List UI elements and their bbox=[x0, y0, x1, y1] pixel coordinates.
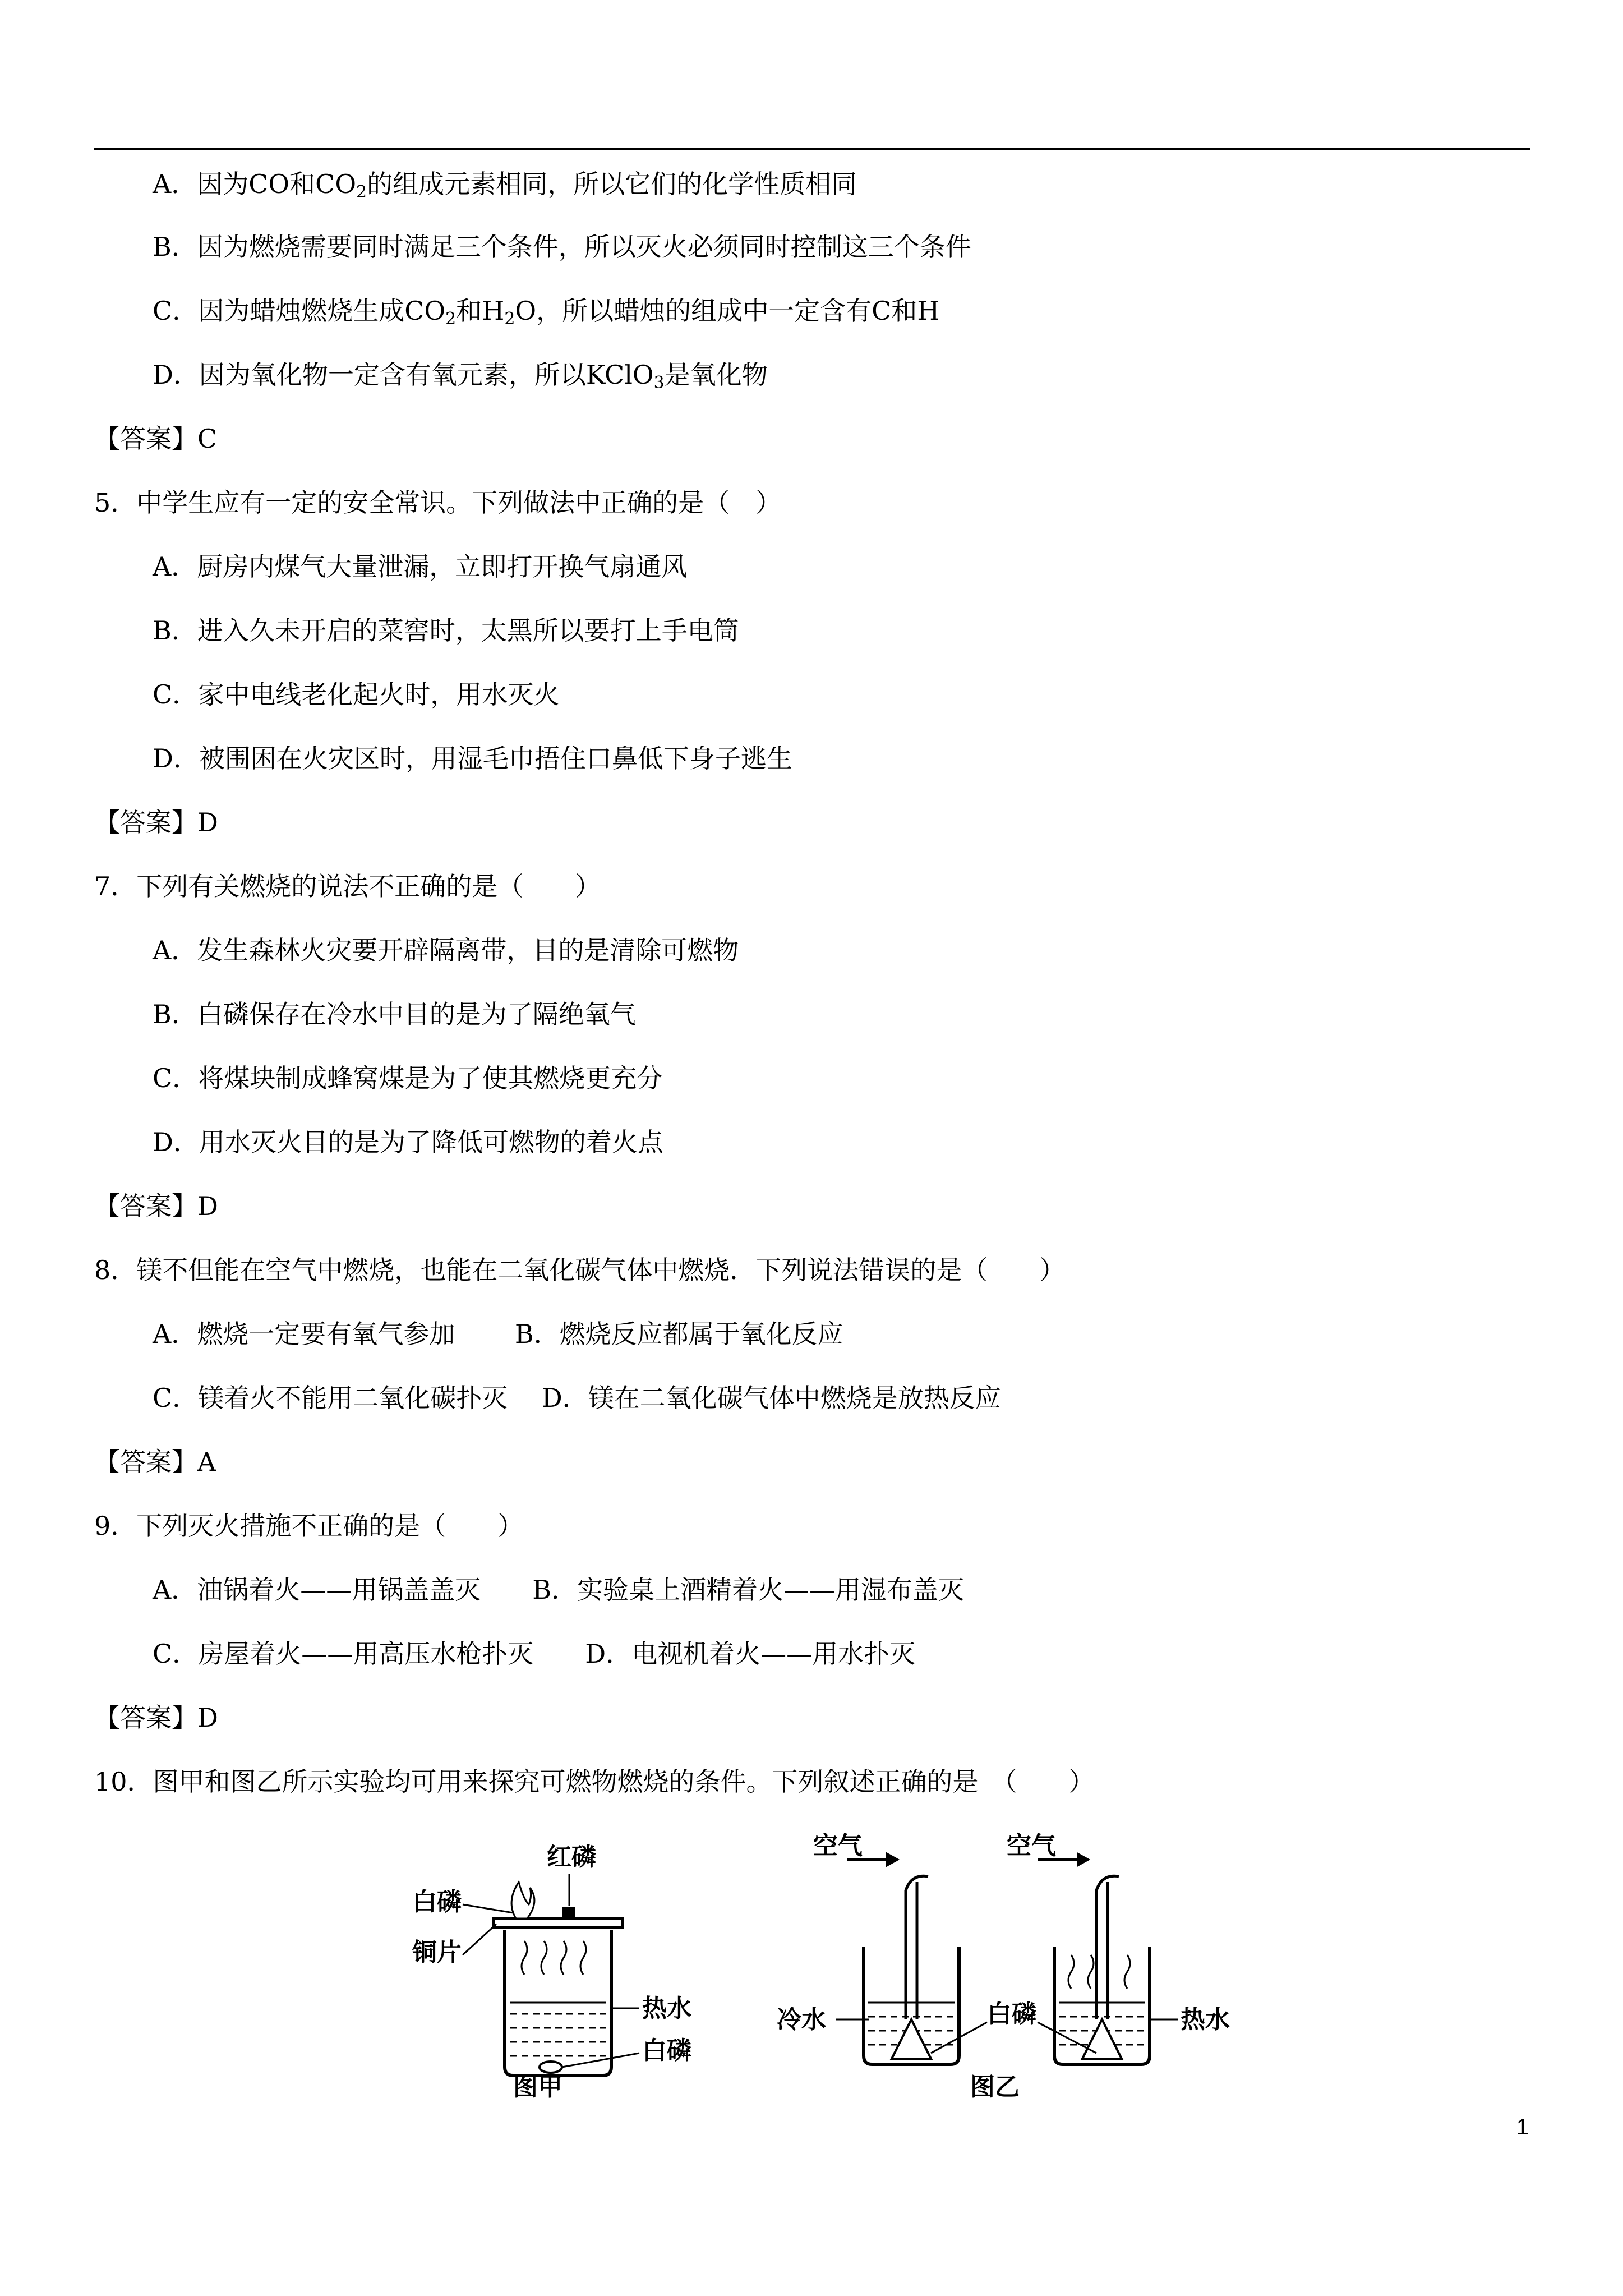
label-red-phosphorus: 红磷 bbox=[547, 1843, 596, 1871]
q5-option-a: A．厨房内煤气大量泄漏，立即打开换气扇通风 bbox=[153, 551, 688, 582]
air-tube-right bbox=[1096, 1876, 1119, 2019]
label-copper: 铜片 bbox=[412, 1938, 462, 1967]
label-hot-water-jia: 热水 bbox=[642, 1994, 691, 2023]
figure-yi bbox=[777, 1832, 1230, 2101]
q5-option-c: C．家中电线老化起火时，用水灭火 bbox=[153, 679, 560, 710]
q9-stem: 9．下列灭火措施不正确的是（ ） bbox=[94, 1511, 524, 1541]
label-air-right: 空气 bbox=[1007, 1832, 1056, 1860]
funnel-left bbox=[892, 2019, 931, 2059]
q9-options-ab: A．油锅着火——用锅盖盖灭 B．实验桌上酒精着火——用湿布盖灭 bbox=[153, 1575, 965, 1605]
q9-answer: 【答案】D bbox=[94, 1703, 218, 1733]
caption-jia: 图甲 bbox=[513, 2073, 562, 2101]
label-air-left: 空气 bbox=[813, 1832, 863, 1860]
label-white-phosphorus-yi: 白磷 bbox=[987, 2000, 1036, 2028]
steam-yi bbox=[1068, 1955, 1130, 1989]
q8-stem: 8．镁不但能在空气中燃烧，也能在二氧化碳气体中燃烧．下列说法错误的是（ ） bbox=[94, 1255, 1066, 1285]
q8-options-ab: A．燃烧一定要有氧气参加 B．燃烧反应都属于氧化反应 bbox=[153, 1319, 843, 1349]
q7-stem: 7．下列有关燃烧的说法不正确的是（ ） bbox=[94, 871, 601, 901]
caption-yi: 图乙 bbox=[970, 2073, 1020, 2101]
q5-stem: 5．中学生应有一定的安全常识。下列做法中正确的是（ ） bbox=[94, 487, 782, 518]
red-phosphorus-lump bbox=[562, 1907, 575, 1918]
white-phosphorus-lump bbox=[540, 2062, 562, 2073]
q8-options-cd: C．镁着火不能用二氧化碳扑灭 D．镁在二氧化碳气体中燃烧是放热反应 bbox=[153, 1383, 1001, 1413]
q10-figure bbox=[404, 1832, 1230, 2101]
figure-jia bbox=[412, 1843, 691, 2101]
q4-option-d: D．因为氧化物一定含有氧元素，所以KClO$_3$是氧化物 bbox=[153, 360, 768, 393]
q7-option-a: A．发生森林火灾要开辟隔离带，目的是清除可燃物 bbox=[153, 935, 739, 965]
label-hot-water-yi: 热水 bbox=[1181, 2005, 1230, 2034]
label-white-phosphorus-bottom: 白磷 bbox=[642, 2036, 691, 2065]
q4-option-a: A．因为CO和$CO_2$的组成元素相同，所以它们的化学性质相同 bbox=[153, 169, 857, 202]
q10-stem: 10．图甲和图乙所示实验均可用来探究可燃物燃烧的条件。下列叙述正确的是 （ ） bbox=[94, 1766, 1095, 1797]
q7-option-b: B．白磷保存在冷水中目的是为了隔绝氧气 bbox=[153, 999, 636, 1029]
q5-answer: 【答案】D bbox=[94, 807, 218, 838]
q5-option-b: B．进入久未开启的菜窖时，太黑所以要打上手电筒 bbox=[153, 615, 739, 646]
q5-option-d: D．被围困在火灾区时，用湿毛巾捂住口鼻低下身子逃生 bbox=[153, 743, 792, 774]
q4-answer: 【答案】C bbox=[94, 424, 218, 454]
q7-option-c: C．将煤块制成蜂窝煤是为了使其燃烧更充分 bbox=[153, 1063, 663, 1093]
steam-jia bbox=[522, 1941, 586, 1975]
flame-icon bbox=[511, 1882, 534, 1918]
label-cold-water: 冷水 bbox=[777, 2005, 826, 2034]
q9-options-cd: C．房屋着火——用高压水枪扑灭 D．电视机着火——用水扑灭 bbox=[153, 1639, 916, 1669]
q7-option-d: D．用水灭火目的是为了降低可燃物的着火点 bbox=[153, 1127, 663, 1157]
q4-option-b: B．因为燃烧需要同时满足三个条件，所以灭火必须同时控制这三个条件 bbox=[153, 232, 971, 262]
header-rule bbox=[94, 148, 1530, 150]
copper-plate bbox=[494, 1918, 623, 1927]
q8-answer: 【答案】A bbox=[94, 1447, 216, 1477]
q7-answer: 【答案】D bbox=[94, 1191, 218, 1221]
q4-option-c: C．因为蜡烛燃烧生成$CO_2$和$H_2O$，所以蜡烛的组成中一定含有C和H bbox=[153, 296, 940, 329]
page-number: 1 bbox=[1516, 2115, 1529, 2139]
water-jia bbox=[510, 2003, 606, 2056]
air-tube-left bbox=[906, 1876, 928, 2019]
funnel-right bbox=[1082, 2019, 1122, 2059]
label-white-phosphorus-top: 白磷 bbox=[412, 1888, 462, 1916]
